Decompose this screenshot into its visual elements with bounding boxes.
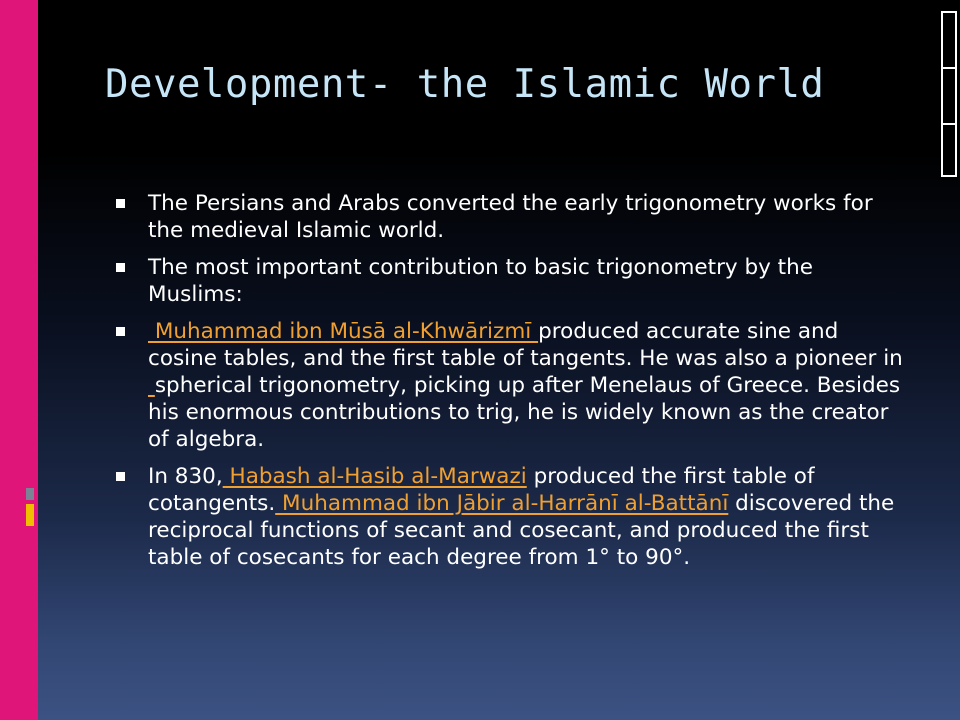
square-bullet-icon (116, 327, 125, 336)
deco-slate-bar (26, 488, 34, 500)
link-spherical-trigonometry[interactable] (148, 373, 155, 398)
decorative-grid-icon (940, 8, 958, 180)
bullet-text: In 830, (148, 464, 223, 489)
link-al-khwarizmi[interactable]: Muhammad ibn Mūsā al-Khwārizmī (148, 319, 539, 344)
square-bullet-icon (116, 472, 125, 481)
bullet-text: produced accurate sine and cosine tables, and the first table of tangents. He was also a pioneer in (148, 319, 903, 371)
bullet-text: spherical trigonometry, picking up after Menelaus of Greece. Besides his enormous contributions to trig, he is widely known as the creator of algebra. (148, 373, 901, 452)
link-habash-al-hasib[interactable]: Habash al-Hasib al-Marwazi (222, 464, 527, 489)
bullet-text: produced the first table of cotangents. (148, 464, 815, 516)
deco-yellow-bar (26, 504, 34, 526)
left-accent-band (0, 0, 38, 720)
bullet-list (112, 190, 912, 581)
square-bullet-icon (116, 263, 125, 272)
bullet-item (112, 318, 912, 453)
bullet-item (112, 190, 912, 244)
bullet-item (112, 463, 912, 571)
slide-title: Development- the Islamic World (105, 62, 825, 107)
bullet-item (112, 254, 912, 308)
link-al-battani[interactable]: Muhammad ibn Jābir al-Harrānī al-Battānī (275, 491, 729, 516)
square-bullet-icon (116, 199, 125, 208)
bullet-text: discovered the reciprocal functions of secant and cosecant, and produced the first table of cosecants for each degree from 1° to 90°. (148, 491, 895, 570)
bullet-text: The most important contribution to basic trigonometry by the Muslims: (148, 255, 813, 307)
bullet-text: The Persians and Arabs converted the early trigonometry works for the medieval Islamic world. (148, 191, 873, 243)
